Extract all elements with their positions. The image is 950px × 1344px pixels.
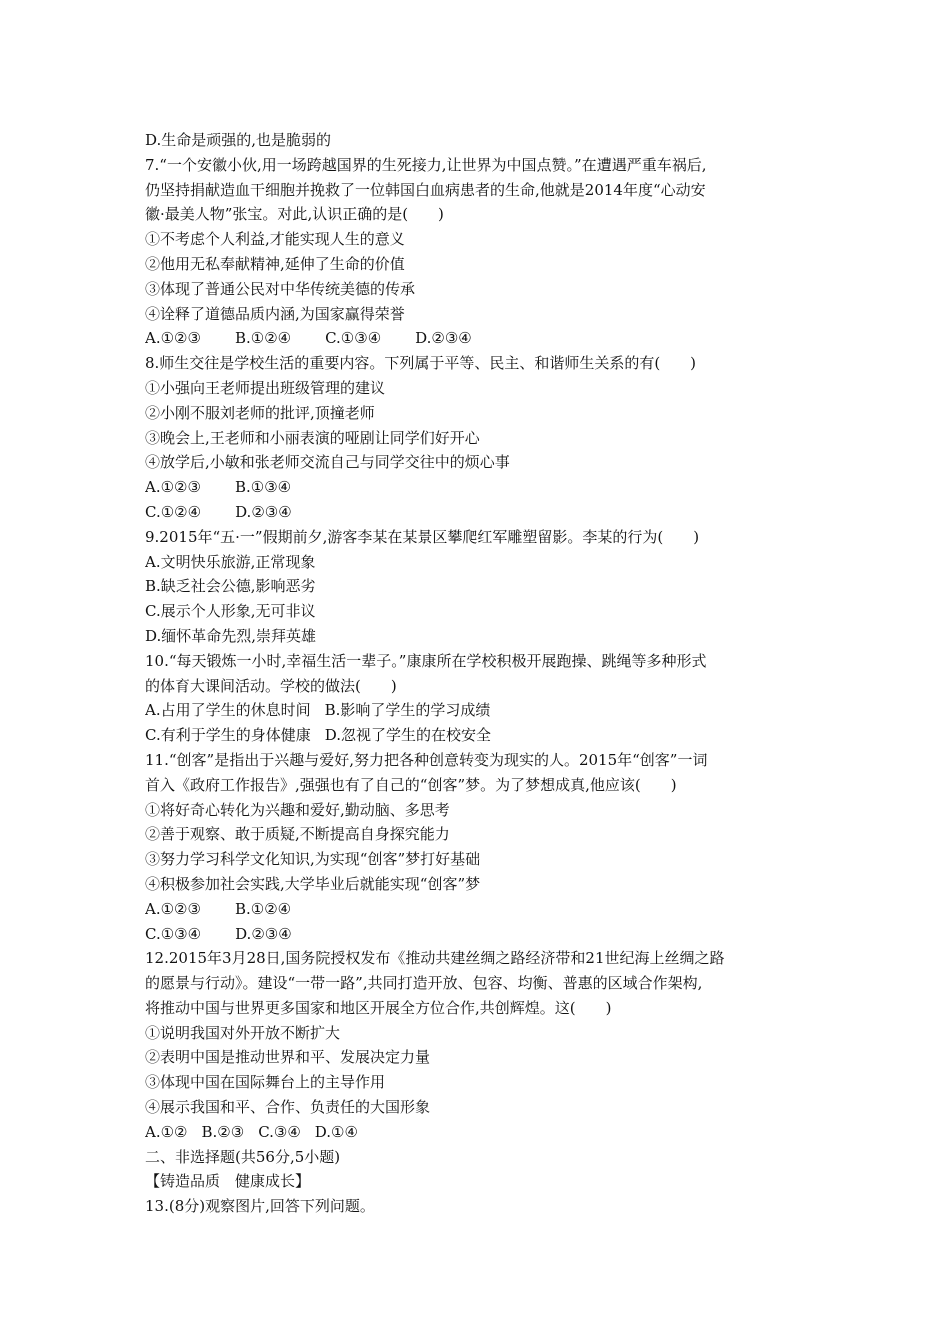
- option-c: C.展示个人形象,无可非议: [145, 602, 316, 621]
- question-10-stem: 10.“每天锻炼一小时,幸福生活一辈子。”康康所在学校积极开展跑操、跳绳等多种形式: [145, 651, 707, 670]
- text-line: 徽·最美人物”张宝。对此,认识正确的是( ): [145, 205, 444, 224]
- question-12-options: [145, 1120, 810, 1145]
- question-8-options-row1: [145, 475, 810, 500]
- question-11-options-row2: [145, 922, 810, 947]
- text-line: ③体现中国在国际舞台上的主导作用: [145, 1073, 386, 1092]
- text-line: ①小强向王老师提出班级管理的建议: [145, 378, 386, 397]
- option-c: C.①③④: [145, 924, 202, 943]
- text-line: ②表明中国是推动世界和平、发展决定力量: [145, 1048, 431, 1067]
- text-line: ①将好奇心转化为兴趣和爱好,勤动脑、多思考: [145, 800, 450, 819]
- option-b: B.①②④: [234, 329, 292, 348]
- option-b: B.②③: [201, 1122, 245, 1141]
- option-d: D.②③④: [235, 502, 292, 521]
- option-c: C.有利于学生的身体健康: [145, 726, 311, 745]
- option-b: B.①②④: [234, 899, 292, 918]
- option-c: C.①③④: [325, 329, 382, 348]
- question-7-options: [145, 326, 810, 351]
- text-line: ③体现了普通公民对中华传统美德的传承: [145, 279, 416, 298]
- option-b: B.缺乏社会公德,影响恶劣: [145, 577, 316, 596]
- text-line: ①说明我国对外开放不断扩大: [145, 1023, 341, 1042]
- option-a: A.文明快乐旅游,正常现象: [145, 552, 316, 571]
- text-line: ②他用无私奉献精神,延伸了生命的价值: [145, 254, 405, 273]
- question-7-stem: 7.“一个安徽小伙,用一场跨越国界的生死接力,让世界为中国点赞。”在遭遇严重车祸后,: [145, 155, 707, 174]
- text-line: ②小刚不服刘老师的批评,顶撞老师: [145, 403, 375, 422]
- question-8-options-row2: [145, 500, 810, 525]
- option-d: D.②③④: [415, 329, 472, 348]
- text-line: ③晚会上,王老师和小丽表演的哑剧让同学们好开心: [145, 428, 480, 447]
- option-c: C.①②④: [145, 502, 202, 521]
- text-line: ④积极参加社会实践,大学毕业后就能实现“创客”梦: [145, 874, 481, 893]
- option-b: B.影响了学生的学习成绩: [324, 701, 491, 720]
- question-11-stem: 11.“创客”是指出于兴趣与爱好,努力把各种创意转变为现实的人。2015年“创客”一词: [145, 750, 708, 769]
- text-line: ④诠释了道德品质内涵,为国家赢得荣誉: [145, 304, 405, 323]
- section-heading: 二、非选择题(共56分,5小题): [145, 1147, 341, 1166]
- option-a: A.占用了学生的休息时间: [145, 701, 311, 720]
- option-d: D.①④: [314, 1122, 358, 1141]
- question-text: [145, 128, 810, 1219]
- text-line: 仍坚持捐献造血干细胞并挽救了一位韩国白血病患者的生命,他就是2014年度“心动安: [145, 180, 706, 199]
- text-line: 首入《政府工作报告》,强强也有了自己的“创客”梦。为了梦想成真,他应该( ): [145, 775, 677, 794]
- subsection-heading: 【铸造品质 健康成长】: [145, 1172, 311, 1191]
- question-8-stem: 8.师生交往是学校生活的重要内容。下列属于平等、民主、和谐师生关系的有( ): [145, 354, 697, 373]
- question-10-options-row2: [145, 723, 810, 748]
- option-a: A.①②: [145, 1122, 188, 1141]
- question-12-stem: 12.2015年3月28日,国务院授权发布《推动共建丝绸之路经济带和21世纪海上丝绸之路: [145, 949, 725, 968]
- text-line: 的愿景与行动》。建设“一带一路”,共同打造开放、包容、均衡、普惠的区域合作架构,: [145, 974, 703, 993]
- text-line: ④展示我国和平、合作、负责任的大国形象: [145, 1098, 431, 1117]
- option-a: A.①②③: [145, 478, 201, 497]
- text-line: ①不考虑个人利益,才能实现人生的意义: [145, 230, 405, 249]
- text-line: ③努力学习科学文化知识,为实现“创客”梦打好基础: [145, 850, 481, 869]
- text-line: D.生命是顽强的,也是脆弱的: [145, 131, 332, 149]
- question-13-stem: 13.(8分)观察图片,回答下列问题。: [145, 1197, 375, 1216]
- option-d: D.忽视了学生的在校安全: [324, 726, 491, 745]
- question-11-options-row1: [145, 897, 810, 922]
- option-a: A.①②③: [145, 899, 201, 918]
- option-d: D.②③④: [235, 924, 292, 943]
- option-d: D.缅怀革命先烈,崇拜英雄: [145, 626, 317, 645]
- option-c: C.③④: [258, 1122, 301, 1141]
- option-a: A.①②③: [145, 329, 201, 348]
- text-line: ④放学后,小敏和张老师交流自己与同学交往中的烦心事: [145, 453, 510, 472]
- question-10-options-row1: [145, 698, 810, 723]
- question-9-stem: 9.2015年“五·一”假期前夕,游客李某在某景区攀爬红军雕塑留影。李某的行为( ): [145, 527, 700, 546]
- text-line: 将推动中国与世界更多国家和地区开展全方位合作,共创辉煌。这( ): [145, 998, 612, 1017]
- text-line: ②善于观察、敢于质疑,不断提高自身探究能力: [145, 825, 450, 844]
- text-line: 的体育大课间活动。学校的做法( ): [145, 676, 397, 695]
- option-b: B.①③④: [234, 478, 292, 497]
